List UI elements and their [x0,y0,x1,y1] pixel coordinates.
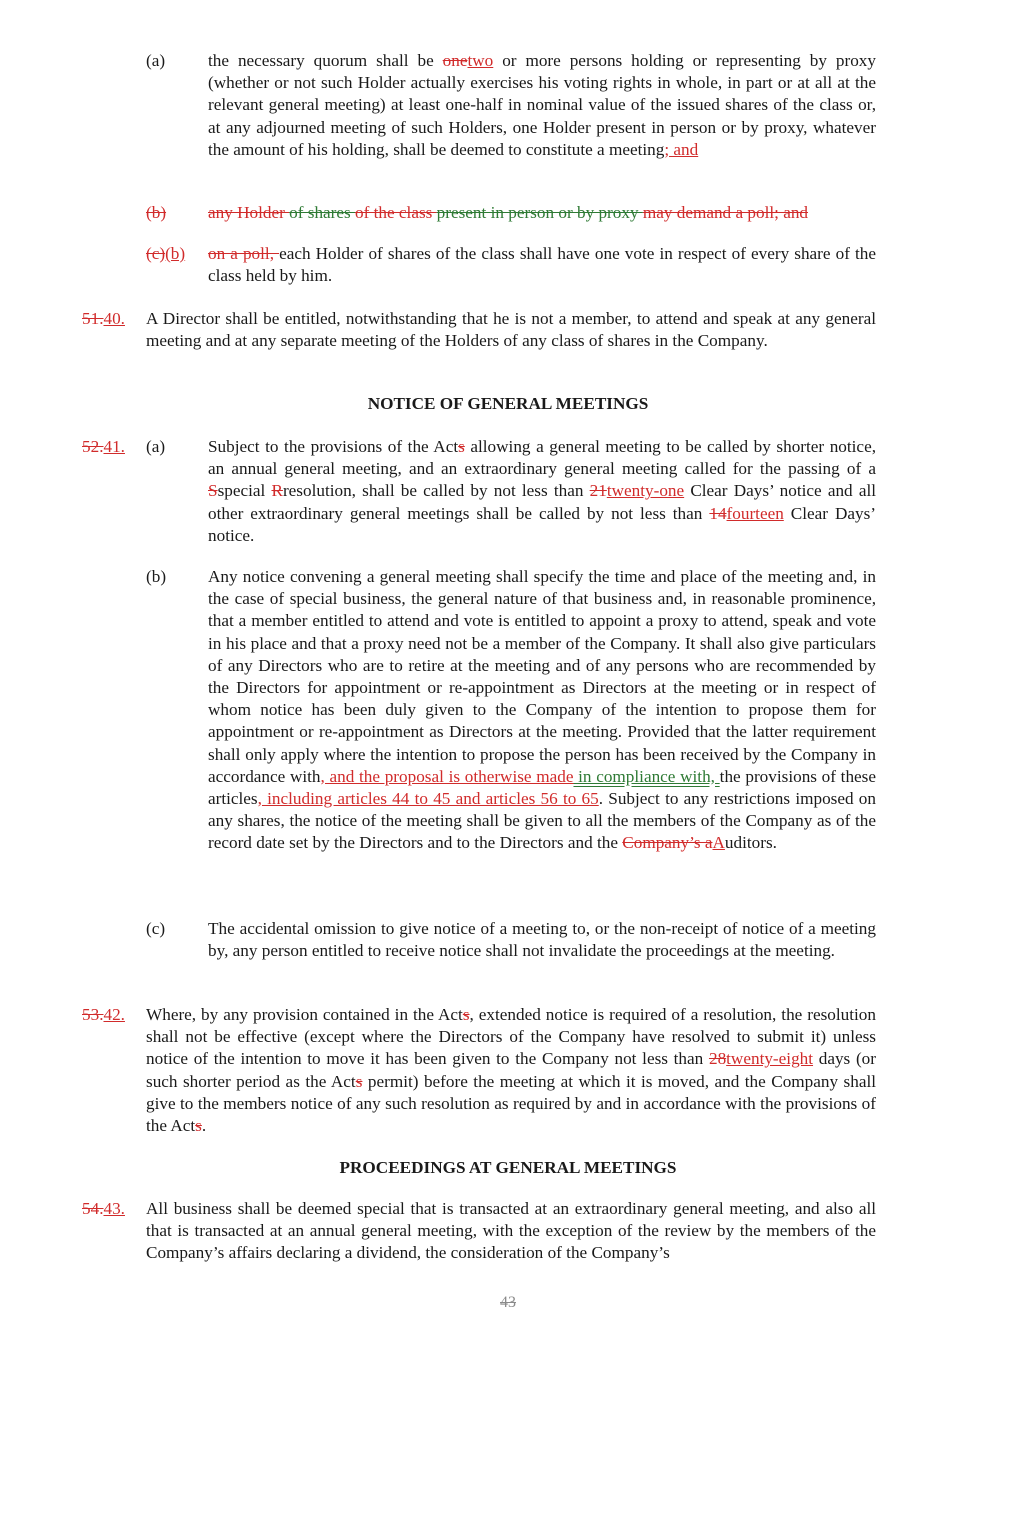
clause-label: (a) [146,437,166,456]
page-number: 43 [500,1294,516,1311]
clause-number: 54.43. [82,1199,125,1218]
clause-label: (b) [146,567,167,586]
clause-a-quorum-text: the necessary quorum shall be onetwo or more persons holding or representing by proxy (whether or not such Holder actually exercises his voting rights in whole, in part or at all at the relevant general meeting) at least one-half in nominal value of the issued shares of the class or, at any adjourned meeting of such Holders, one Holder present in person or by proxy, whatever the amount of his holding, shall be deemed to constitute a meeting; and [208,51,876,159]
clause-c-b-text: on a poll, each Holder of shares of the class shall have one vote in respect of every share of the class held by him. [208,244,876,286]
clause-label: (a) [146,51,166,70]
clause-number: 53.42. [82,1005,125,1024]
insertion: two [467,51,494,70]
section-heading-proceedings: PROCEEDINGS AT GENERAL MEETINGS [339,1158,677,1177]
clause-number: 52.41. [82,437,125,456]
clause-label-changed: (c)(b) [146,244,186,263]
clause-54-text: All business shall be deemed special that is transacted at an extraordinary general meeting, and also all that is transacted at an annual general meeting, with the exception of the review by the members of the Company’s affairs declaring a dividend, the consideration of the Company’s [146,1199,876,1263]
clause-52b-text: Any notice convening a general meeting shall specify the time and place of the meeting and, in the case of special business, the general nature of that business and, in reasonable prominence, that a member entitled to attend and vote is entitled to appoint a proxy to attend, speak and vote in his place and that a proxy need not be a member of the Company. It shall also give particulars of any Directors who are to retire at the meeting and of any persons who are recommended by the Directors for appointment or re-appointment as Directors at the meeting or in respect of whom notice has been duly given to the Company of the intention to propose them for appointment or re-appointment as Directors at the meeting. Provided that the latter requirement shall only apply where the intention to propose the person has been received by the Company in accordance with, and the proposal is otherwise made in compliance with, the provisions of these articles, including articles 44 to 45 and articles 56 to 65. Subject to any restrictions imposed on any shares, the notice of the meeting shall be given to all the members of the Company as of the record date set by the Directors and to the Directors and the Company’s aAuditors. [208,567,876,853]
clause-52c-text: The accidental omission to give notice of a meeting to, or the non-receipt of notice of a meeting by, any person entitled to receive notice shall not invalidate the proceedings at the meeting. [208,919,876,961]
clause-53-text: Where, by any provision contained in the Acts, extended notice is required of a resolution, the resolution shall not be effective (except where the Directors of the Company have resolved to submit it) unless notice of the intention to move it has been given to the Company not less than 28twenty-eight days (or such shorter period as the Acts permit) before the meeting at which it is moved, and the Company shall give to the members notice of any such resolution as required by and in accordance with the provisions of the Acts. [146,1005,877,1136]
deletion: one [442,51,468,70]
section-heading-notice: NOTICE OF GENERAL MEETINGS [367,394,649,413]
clause-52a-text: Subject to the provisions of the Acts allowing a general meeting to be called by shorter notice, an annual general meeting, and an extraordinary general meeting called for the passing of a Sspecial Rresolution, shall be called by not less than 21twenty-one Clear Days’ notice and all other extraordinary general meetings shall be called by not less than 14fourteen Clear Days’ notice. [208,437,876,545]
clause-label: (c) [146,919,166,938]
insertion: ; and [664,139,699,159]
clause-51-text: A Director shall be entitled, notwithstanding that he is not a member, to attend and speak at any general meeting and at any separate meeting of the Holders of any class of shares in the Company. [146,309,876,351]
clause-b-deleted-text: any Holder of shares of the class present in person or by proxy may demand a poll; and [208,203,809,222]
clause-number: 51.40. [82,309,125,328]
clause-label-deleted: (b) [146,203,167,222]
